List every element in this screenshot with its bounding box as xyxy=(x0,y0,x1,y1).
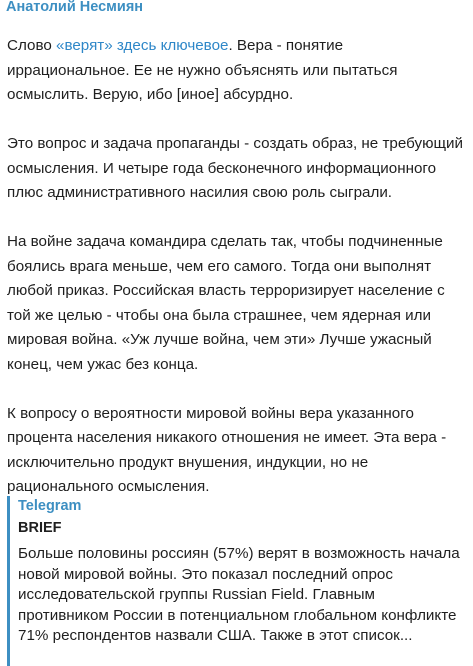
forwarded-text: Больше половины россиян (57%) верят в возможность начала новой мировой войны. Это показал последний опрос исследовательской группы Russian Field. Главным противником России в потенциальном глобальном конфликте 71% респондентов назвали США. Также в этот список... xyxy=(18,545,460,644)
message-paragraph-3: На войне задача командира сделать так, чтобы подчиненные боялись врага меньше, чем его самого. Тогда они выполнят любой приказ. Российская власть терроризирует население с той же целью - чтобы она была страшнее, чем ядерная или мировая война. «Уж лучше война, чем эти» Лучше ужасный конец, чем ужас без конца. xyxy=(7,233,445,373)
paragraph-1-lead: Слово xyxy=(7,37,57,54)
message-body xyxy=(7,34,469,524)
forwarded-source[interactable]: Telegram xyxy=(18,498,82,514)
message-paragraph-1 xyxy=(7,34,469,108)
message-paragraph-2: Это вопрос и задача пропаганды - создать образ, не требующий осмысления. И четыре года бесконечного информационного плюс административного насилия свою роль сыграли. xyxy=(7,135,463,201)
forwarded-preview[interactable] xyxy=(7,496,469,666)
quoted-link[interactable]: «верят» здесь ключевое xyxy=(56,37,229,54)
channel-author-name[interactable]: Анатолий Несмиян xyxy=(6,0,144,15)
message-paragraph-4: К вопросу о вероятности мировой войны вера указанного процента населения никакого отношения не имеет. Эта вера - исключительно продукт внушения, индукции, но не рационального осмысления. xyxy=(7,404,447,495)
paragraph-1-rest: . Вера - понятие иррациональное. Ее не нужно объяснять или пытаться осмыслить. Верую, ибо [иное] абсурдно. xyxy=(7,37,398,103)
forwarded-title: BRIEF xyxy=(18,520,62,536)
